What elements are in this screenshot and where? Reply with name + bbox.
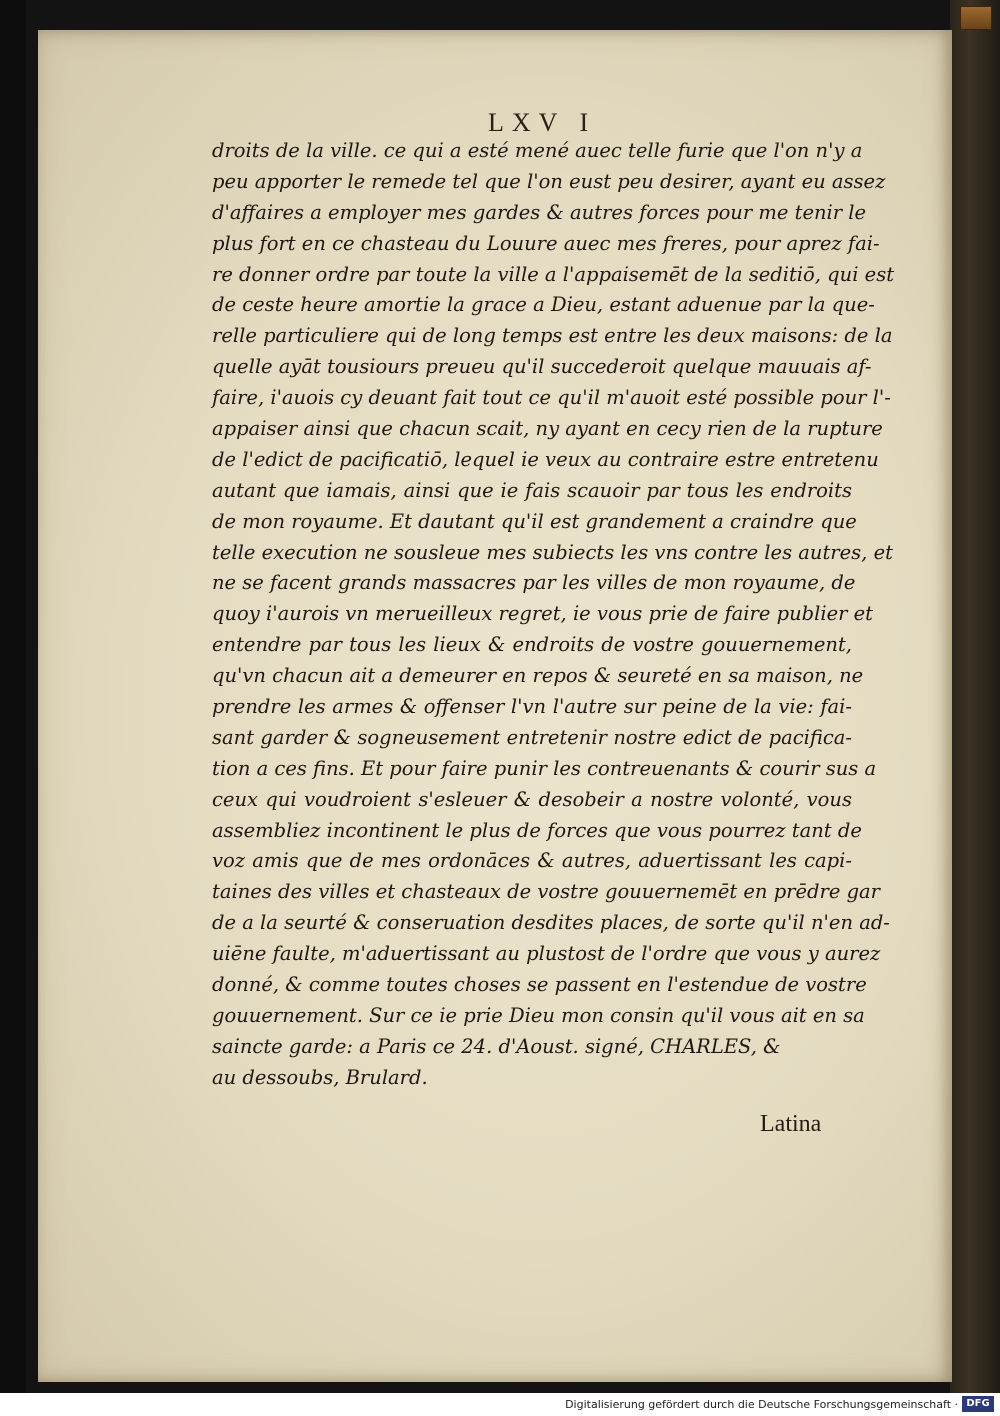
text-line: de a la seurté & conseruation desdites places, de sorte qu'il n'en ad- bbox=[212, 911, 890, 935]
text-line: de mon royaume. Et dautant qu'il est grandement a craindre que bbox=[212, 509, 857, 533]
text-line: voz amis que de mes ordonāces & autres, aduertissant les capi- bbox=[212, 849, 852, 873]
text-line: appaiser ainsi que chacun scait, ny ayant en cecy rien de la rupture bbox=[212, 417, 883, 441]
text-line: sant garder & sogneusement entretenir nostre edict de pacifica- bbox=[212, 725, 852, 749]
text-line: donné, & comme toutes choses se passent en l'estendue de vostre bbox=[212, 973, 867, 997]
text-line: quoy i'aurois vn merueilleux regret, ie vous prie de faire publier et bbox=[212, 602, 874, 626]
scan-left-border bbox=[0, 0, 26, 1393]
text-line: ne se facent grands massacres par les villes de mon royaume, de bbox=[212, 571, 856, 595]
book-edge bbox=[950, 0, 1000, 1393]
text-line: uiēne faulte, m'aduertissant au plustost de l'ordre que vous y aurez bbox=[212, 942, 881, 966]
text-line: saincte garde: a Paris ce 24. d'Aoust. signé, CHARLES, & bbox=[212, 1034, 781, 1058]
text-line: re donner ordre par toute la ville a l'appaisemēt de la seditiō, qui est bbox=[212, 262, 895, 286]
text-line: quelle ayāt tousiours preueu qu'il succederoit quelque mauuais af- bbox=[212, 355, 872, 379]
text-line: de l'edict de pacificatiō, lequel ie veux au contraire estre entretenu bbox=[212, 447, 879, 471]
text-line: relle particuliere qui de long temps est entre les deux maisons: de la bbox=[212, 324, 893, 348]
body-text bbox=[212, 136, 895, 1094]
dfg-logo-icon: DFG bbox=[962, 1396, 994, 1412]
text-line: d'affaires a employer mes gardes & autres forces pour me tenir le bbox=[212, 200, 867, 224]
text-line: assembliez incontinent le plus de forces que vous pourrez tant de bbox=[212, 818, 862, 842]
text-line: tion a ces fins. Et pour faire punir les contreuenants & courir sus a bbox=[212, 756, 877, 780]
text-line: plus fort en ce chasteau du Louure auec mes freres, pour aprez fai- bbox=[212, 231, 880, 255]
text-line: taines des villes et chasteaux de vostre gouuernemēt en prēdre gar bbox=[212, 880, 881, 904]
text-line: faire, i'auois cy deuant fait tout ce qu'il m'auoit esté possible pour l'- bbox=[212, 386, 891, 410]
catchword: Latina bbox=[760, 1111, 822, 1137]
text-line: entendre par tous les lieux & endroits de vostre gouuernement, bbox=[212, 633, 852, 657]
text-line: au dessoubs, Brulard. bbox=[212, 1065, 428, 1089]
text-line: droits de la ville. ce qui a esté mené auec telle furie que l'on n'y a bbox=[212, 139, 863, 162]
text-line: prendre les armes & offenser l'vn l'autre sur peine de la vie: fai- bbox=[212, 695, 852, 719]
folio-number: LXV I bbox=[488, 108, 597, 137]
funding-notice: Digitalisierung gefördert durch die Deutsche Forschungsgemeinschaft · bbox=[565, 1398, 958, 1411]
text-line: autant que iamais, ainsi que ie fais scauoir par tous les endroits bbox=[212, 478, 852, 502]
text-line: qu'vn chacun ait a demeurer en repos & seureté en sa maison, ne bbox=[212, 664, 864, 688]
color-ruler bbox=[960, 6, 992, 30]
text-line: ceux qui voudroient s'esleuer & desobeir a nostre volonté, vous bbox=[212, 787, 852, 811]
text-line: telle execution ne sousleue mes subiects les vns contre les autres, et bbox=[212, 540, 893, 564]
text-line: peu apporter le remede tel que l'on eust peu desirer, ayant eu assez bbox=[212, 169, 886, 193]
text-line: de ceste heure amortie la grace a Dieu, estant aduenue par la que- bbox=[212, 293, 875, 317]
text-line: gouuernement. Sur ce ie prie Dieu mon consin qu'il vous ait en sa bbox=[212, 1003, 865, 1027]
